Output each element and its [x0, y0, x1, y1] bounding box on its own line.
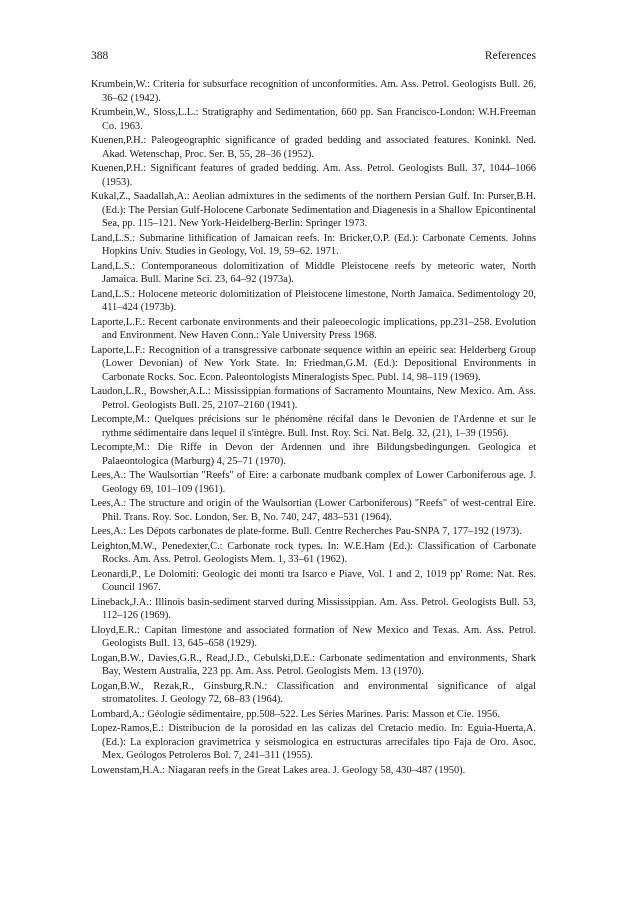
- running-title: References: [484, 50, 536, 62]
- reference-entry: Logan,B.W., Rezak,R., Ginsburg,R.N.: Classification and environmental significance of algal stromatolites. J. Geology 72, 68–83 (1964).: [91, 680, 536, 706]
- reference-entry: Lineback,J.A.: Illinois basin-sediment starved during Mississippian. Am. Ass. Petrol. Geologists Bull. 53, 112–126 (1969).: [91, 596, 536, 622]
- reference-entry: Lees,A.: The Waulsortian "Reefs" of Eire: a carbonate mudbank complex of Lower Carboniferous age. J. Geology 69, 101–109 (1961).: [91, 470, 536, 496]
- reference-entry: Laporte,L.F.: Recognition of a transgressive carbonate sequence within an epeiric sea: Helderberg Group (Lower Devonian) of New York State. In: Friedman,G.M. (Ed.): Depositional Environments in Carbonate Rocks. Soc. Econ. Paleontologists Mineralogists Spec. Publ. 14, 98–119 (1969).: [91, 344, 536, 384]
- reference-entry: Lombard,A.: Géologie sédimentaire, pp.508–522. Les Séries Marines. Paris: Masson et Cie. 1956.: [91, 708, 500, 720]
- page-number: 388: [91, 50, 109, 62]
- reference-entry: Lees,A.: The structure and origin of the Waulsortian (Lower Carboniferous) "Reefs" of west-central Eire. Phil. Trans. Roy. Soc. London, Ser. B, No. 740, 247, 483–531 (1964).: [91, 498, 536, 524]
- reference-entry: Lloyd,E.R.: Capitan limestone and associated formation of New Mexico and Texas. Am. Ass. Petrol. Geologists Bull. 13, 645–658 (1929).: [91, 624, 536, 650]
- reference-entry: Land,L.S.: Holocene meteoric dolomitization of Pleistocene limestone, North Jamaica. Sedimentology 20, 411–424 (1973b).: [91, 288, 536, 314]
- reference-entry: Laudon,L.R., Bowsher,A.L.: Mississippian formations of Sacramento Mountains, New Mexico. Am. Ass. Petrol. Geologists Bull. 25, 2107–2160 (1941).: [91, 386, 536, 412]
- reference-entry: Krumbein,W., Sloss,L.L.: Stratigraphy and Sedimentation, 660 pp. San Francisco-London: W.H.Freeman Co. 1963.: [91, 107, 536, 132]
- reference-entry: Leighton,M.W., Penedexter,C.: Carbonate rock types. In: W.E.Ham (Ed.): Classification of Carbonate Rocks. Am. Ass. Petrol. Geologists Mem. 1, 33–61 (1962).: [91, 540, 536, 566]
- reference-entry: Kuenen,P.H.: Paleogeographic significance of graded bedding and associated features. Koninkl. Ned. Akad. Wetenschap, Proc. Ser. B, 55, 28–36 (1952).: [91, 135, 536, 160]
- reference-entry: Logan,B.W., Davies,G.R., Read,J.D., Cebulski,D.E.: Carbonate sedimentation and environments, Shark Bay, Western Australia, 223 pp. Am. Ass. Petrol. Geologists Mem. 13 (1970).: [91, 652, 536, 678]
- reference-entry: Kukal,Z., Saadallah,A.: Aeolian admixtures in the sediments of the northern Persian Gulf. In: Purser,B.H. (Ed.): The Persian Gulf-Holocene Carbonate Sedimentation and Diagenesis in a Shallow Epicontinental Sea, pp. 115–121. New York-Heidelberg-Berlin: Springer 1973.: [91, 191, 536, 230]
- reference-entry: Land,L.S.: Submarine lithification of Jamaican reefs. In: Bricker,O.P. (Ed.): Carbonate Cements. Johns Hopkins Univ. Studies in Geology, Vol. 19, 59–62. 1971.: [91, 232, 536, 258]
- reference-list: [91, 78, 536, 778]
- reference-entry: Lecompte,M.: Die Riffe in Devon der Ardennen und ihre Bildungsbedingungen. Geologica et Palaeontologica (Marburg) 4, 25–71 (1970).: [91, 442, 536, 468]
- reference-entry: Krumbein,W.: Criteria for subsurface recognition of unconformities. Am. Ass. Petrol. Geologists Bull. 26, 36–62 (1942).: [91, 79, 536, 104]
- page-header: [91, 49, 536, 63]
- reference-entry: Kuenen,P.H.: Significant features of graded bedding. Am. Ass. Petrol. Geologists Bull. 37, 1044–1066 (1953).: [91, 163, 536, 188]
- reference-entry: Lowenstam,H.A.: Niagaran reefs in the Great Lakes area. J. Geology 58, 430–487 (1950).: [91, 764, 466, 776]
- reference-entry: Laporte,L.F.: Recent carbonate environments and their paleoecologic implications, pp.231–258. Evolution and Environment. New Haven Conn.: Yale University Press 1968.: [91, 316, 536, 342]
- reference-entry: Lopez-Ramos,E.: Distribucion de la porosidad en las calizas del Cretacio medio. In: Eguia-Huerta,A. (Ed.): La exploracion gravimetrica y seismologica en estructuras arrecifales tipo Faja de Oro. Asoc. Mex. Geólogos Petroleros Bol. 7, 241–311 (1955).: [91, 723, 536, 762]
- reference-entry: Leonardi,P., Le Dolomiti: Geologic dei monti tra Isarco e Piave, Vol. 1 and 2, 1019 pp' Rome: Nat. Res. Council 1967.: [91, 568, 536, 594]
- reference-entry: Land,L.S.: Contemporaneous dolomitization of Middle Pleistocene reefs by meteoric water, North Jamaica. Bull. Marine Sci. 23, 64–92 (1973a).: [91, 260, 536, 286]
- reference-entry: Lees,A.: Les Dépots carbonates de plate-forme. Bull. Centre Recherches Pau-SNPA 7, 177–192 (1973).: [91, 526, 522, 538]
- reference-entry: Lecompte,M.: Quelques précisions sur le phénomène récifal dans le Devonien de l'Ardenne et sur le rythme sédimentaire dans lequel il s'intègre. Bull. Inst. Roy. Sci. Nat. Belg. 32, (21), 1–39 (1956).: [91, 414, 536, 440]
